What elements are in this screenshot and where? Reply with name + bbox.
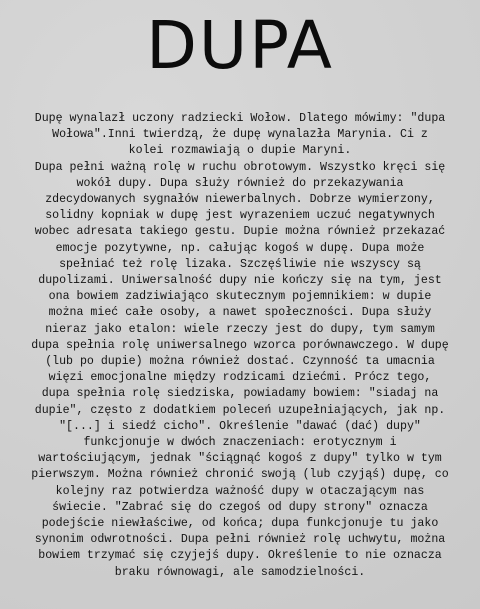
document-body	[12, 111, 468, 581]
body-line: spełniać też rolę lizaka. Szczęśliwie nie wszyscy są	[59, 257, 421, 271]
body-line: pierwszym. Można również chronić swoją (lub czyjąś) dupę, co	[31, 468, 449, 482]
body-line: Dupę wynalazł uczony radziecki Wołow. Dlatego mówimy: "dupa	[34, 112, 446, 125]
body-line: wartościującym, jednak "ściągnąć kogoś z dupy" tylko w tym	[38, 452, 442, 466]
body-line: ona bowiem zadziwiająco skutecznym pojemnikiem: w dupie	[48, 290, 432, 304]
body-line: więzi emocjonalne między rodzicami dziećmi. Prócz tego,	[48, 371, 432, 385]
body-line: bowiem trzymać się czyjejś dupy. Określenie to nie oznacza	[38, 549, 442, 563]
body-line: funkcjonuje w dwóch znaczeniach: erotycznym i	[83, 436, 397, 450]
body-line: "[...] i siedź cicho". Określenie "dawać (dać) dupy"	[59, 419, 421, 433]
body-line: dupa spełnia rolę uniwersalnego wzorca porównawczego. W dupę	[31, 338, 449, 352]
body-line: solidny kopniak w dupę jest wyrazeniem uczuć negatywnych	[45, 209, 435, 223]
body-line: (lub po dupie) można również dostać. Czynność ta umacnia	[45, 355, 435, 369]
body-line: świecie. "Zabrać się do czegoś od dupy strony" oznacza	[52, 500, 428, 514]
body-line: braku równowagi, ale samodzielności.	[114, 565, 366, 579]
body-line: kolei rozmawiają o dupie Maryni.	[128, 144, 352, 158]
body-line: dupolizami. Uniwersalność dupy nie kończy się na tym, jest	[38, 274, 442, 288]
body-line: synonim odwrotności. Dupa pełni również rolę uchwytu, można	[34, 533, 446, 547]
document-title: DUPA	[146, 7, 334, 84]
body-line: emocje pozytywne, np. całując kogoś w dupę. Dupa może	[55, 241, 425, 255]
body-line: kolejny raz potwierdza ważność dupy w otaczającym nas	[55, 484, 425, 498]
body-line: Dupa pełni ważną rolę w ruchu obrotowym. Wszystko kręci się	[34, 160, 446, 174]
body-line: Wołowa".Inni twierdzą, że dupę wynalazła Marynia. Ci z	[52, 128, 428, 142]
body-line: dupie", często z dodatkiem poleceń uzupełniających, jak np.	[34, 403, 446, 417]
body-line: wokół dupy. Dupa służy również do przekazywania	[76, 176, 404, 190]
body-line: podejście niewłaściwe, od końca; dupa funkcjonuje tu jako	[41, 517, 439, 531]
body-line: zdecydowanych sygnałów niewerbalnych. Dobrze wymierzony,	[45, 193, 435, 207]
body-line: dupa spełnia rolę siedziska, powiadamy bowiem: "siadaj na	[41, 387, 439, 401]
body-line: nieraz jako etalon: wiele rzeczy jest do dupy, tym samym	[45, 322, 435, 336]
body-line: wobec adresata takiego gestu. Dupie można również przekazać	[34, 225, 446, 239]
body-line: można mieć całe osoby, a nawet społeczności. Dupa służy	[48, 306, 432, 320]
